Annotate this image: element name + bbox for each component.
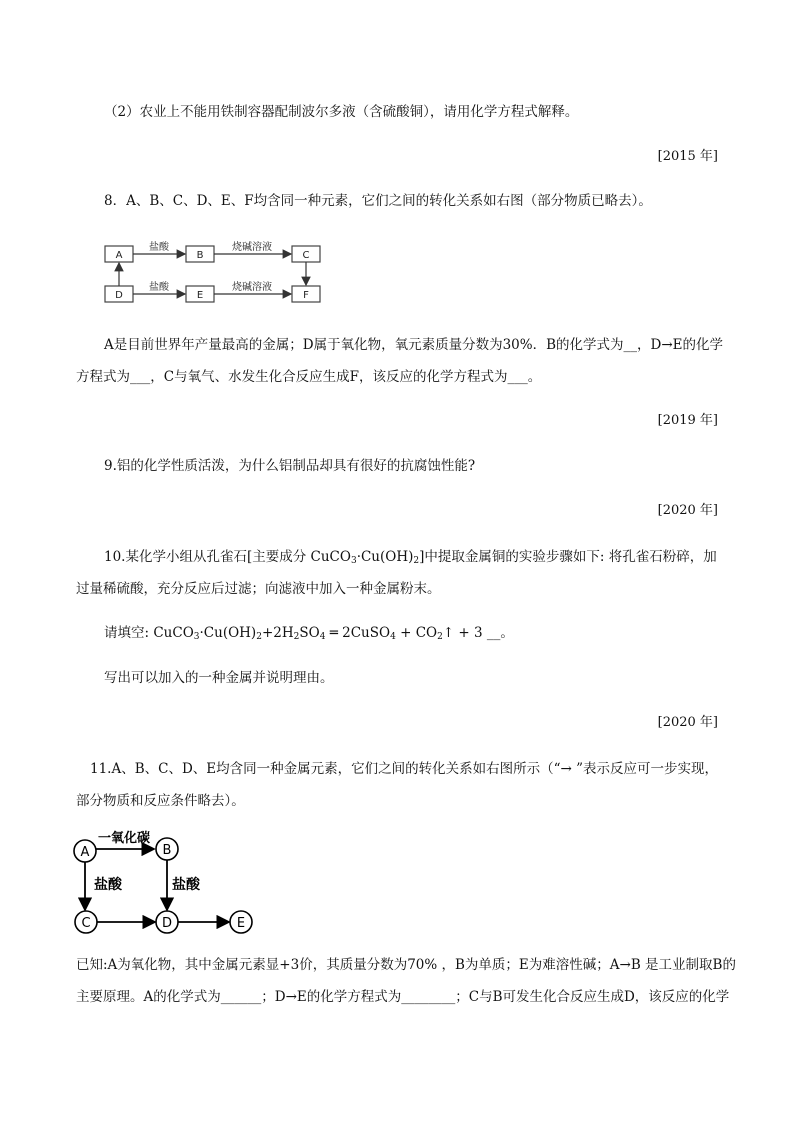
q11-node-a-label: A <box>80 845 90 860</box>
q8-line1: A是目前世界年产量最高的金属；D属于氧化物，氧元素质量分数为30%．B的化学式为__，D→E的化学 <box>104 337 723 353</box>
q11-node-c-label: C <box>81 916 91 931</box>
q11-edge-label-ab: 一氧化碳 <box>97 831 151 846</box>
q8-node-f <box>292 286 320 302</box>
q8-node-b-label: B <box>196 250 204 261</box>
q11-line1: 11.A、B、C、D、E均含同一种金属元素，它们之间的转化关系如右图所示（“→ ”表示反应可一步实现， <box>90 761 719 777</box>
q11-node-c <box>75 911 97 933</box>
q11-edge-label-ac: 盐酸 <box>94 877 122 893</box>
q10-year-label: [2020 年] <box>657 715 718 730</box>
q11-node-d <box>156 911 178 933</box>
q8-node-e <box>186 286 214 302</box>
q8-edge-label-ab: 盐酸 <box>149 242 169 253</box>
q11-node-e <box>230 911 252 933</box>
q11-node-d-label: D <box>161 916 173 931</box>
q7-year-label: [2015 年] <box>657 149 718 164</box>
q8-node-f-label: F <box>303 290 309 301</box>
q8-node-a-label: A <box>115 250 123 261</box>
q11-edge-label-bd: 盐酸 <box>172 877 200 893</box>
q8-node-d <box>105 286 133 302</box>
q8-edge-label-bc: 烧碱溶液 <box>232 242 272 253</box>
q8-node-e-label: E <box>196 290 204 301</box>
q10-line4: 写出可以加入的一种金属并说明理由。 <box>104 670 334 686</box>
q8-stem: 8．A、B、C、D、E、F均含同一种元素，它们之间的转化关系如右图（部分物质已略去）。 <box>104 193 652 209</box>
q11-node-b <box>156 838 178 860</box>
q10-line2: 过量稀硫酸，充分反应后过滤；向滤液中加入一种金属粉末。 <box>76 581 441 597</box>
q8-node-b <box>186 246 214 262</box>
q9-stem: 9.铝的化学性质活泼，为什么铝制品却具有很好的抗腐蚀性能? <box>104 458 476 474</box>
q7-part2-text: （2）农业上不能用铁制容器配制波尔多液（含硫酸铜），请用化学方程式解释。 <box>104 104 579 120</box>
q11-conversion-diagram <box>68 826 268 944</box>
q8-node-c-label: C <box>302 250 310 261</box>
q9-year-label: [2020 年] <box>657 503 718 518</box>
q11-known2: 主要原理。A的化学式为______；D→E的化学方程式为________；C与B可发生化合反应生成D，该反应的化学 <box>76 989 730 1005</box>
q8-conversion-diagram <box>100 238 332 310</box>
q10-line1: 10.某化学小组从孔雀石[主要成分 $CuCO_3\cdot Cu(OH)_2$]中提取金属铜的实验步骤如下: 将孔雀石粉碎，加 <box>104 549 717 566</box>
q8-node-c <box>292 246 320 262</box>
q10-fill-equation: 请填空: $CuCO_3\cdot Cu(OH)_2+2H_2SO_4$ ═ 2CuSO$_4$ + $CO_2↑ + 3$ __。 <box>104 625 514 642</box>
q11-node-a <box>74 840 96 862</box>
q11-line2: 部分物质和反应条件略去）。 <box>76 793 245 809</box>
q8-node-a <box>105 246 133 262</box>
q8-edge-label-de: 盐酸 <box>149 282 169 293</box>
q8-line2: 方程式为___，C与氧气、水发生化合反应生成F，该反应的化学方程式为___。 <box>76 369 542 385</box>
q8-node-d-label: D <box>115 290 123 301</box>
q11-node-b-label: B <box>162 843 172 858</box>
q8-edge-label-ef: 烧碱溶液 <box>232 282 272 293</box>
q8-year-label: [2019 年] <box>657 413 718 428</box>
q11-known1: 已知:A为氧化物，其中金属元素显+3价，其质量分数为70% ，B为单质；E为难溶性碱；A→B 是工业制取B的 <box>76 957 736 973</box>
q11-node-e-label: E <box>236 916 246 931</box>
